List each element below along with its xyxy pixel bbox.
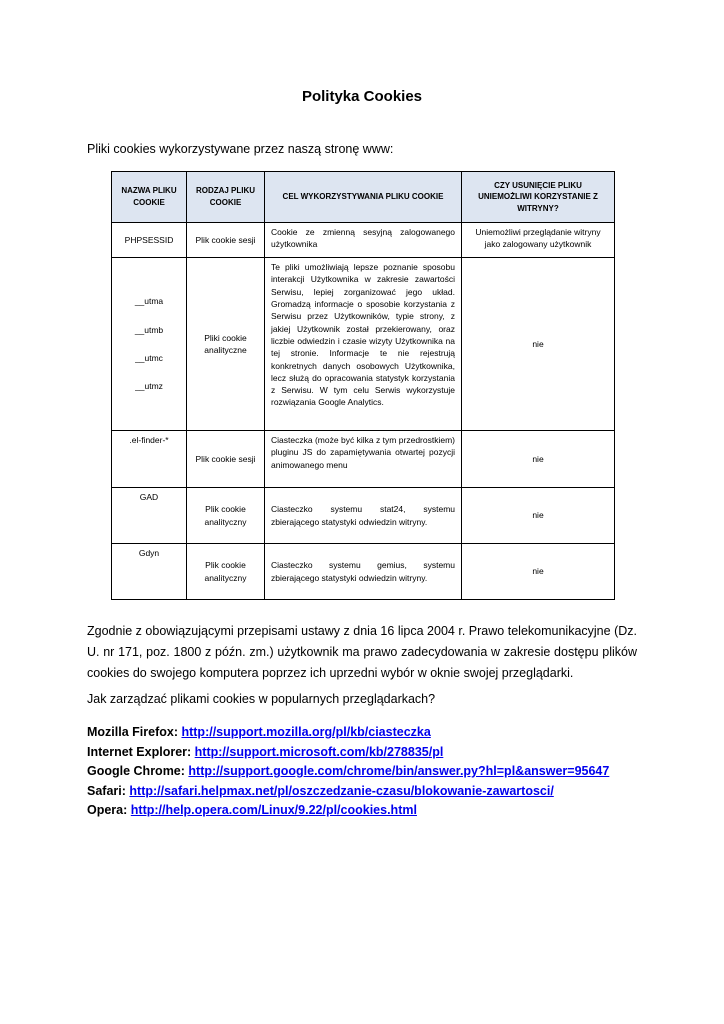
browser-links xyxy=(87,723,609,821)
browser-question: Jak zarządzać plikami cookies w popularnych przeglądarkach? xyxy=(87,692,436,706)
cookie-type: Pliki cookie analityczne xyxy=(187,258,265,431)
link-line-firefox xyxy=(87,723,609,743)
table-header-row xyxy=(112,172,615,223)
link-label: Mozilla Firefox: xyxy=(87,725,178,739)
table-row xyxy=(112,544,615,600)
cookie-purpose: Cookie ze zmienną sesyjną zalogowanego użytkownika xyxy=(265,223,462,258)
cookie-name: __utmb xyxy=(134,324,164,335)
cookie-impact: nie xyxy=(462,488,615,544)
ie-link[interactable]: http://support.microsoft.com/kb/278835/pl xyxy=(194,744,444,759)
table-row xyxy=(112,488,615,544)
cookie-type: Plik cookie analityczny xyxy=(187,544,265,600)
link-line-ie xyxy=(87,743,609,763)
cookie-name: PHPSESSID xyxy=(112,223,187,258)
link-label: Opera: xyxy=(87,803,128,817)
cookie-name: .el-finder-* xyxy=(112,431,187,488)
table-row xyxy=(112,223,615,258)
cookie-type: Plik cookie sesji xyxy=(187,223,265,258)
safari-link[interactable]: http://safari.helpmax.net/pl/oszczedzanie-czasu/blokowanie-zawartosci/ xyxy=(129,783,554,798)
cookie-type: Plik cookie analityczny xyxy=(187,488,265,544)
cookie-name-list xyxy=(112,258,187,431)
cookie-name: GAD xyxy=(112,488,187,544)
cookie-type: Plik cookie sesji xyxy=(187,431,265,488)
intro-text: Pliki cookies wykorzystywane przez naszą stronę www: xyxy=(87,142,394,156)
cookies-table xyxy=(111,171,615,600)
chrome-link[interactable]: http://support.google.com/chrome/bin/answer.py?hl=pl&answer=95647 xyxy=(188,764,610,778)
link-line-opera xyxy=(87,801,609,821)
header-cookie-name: NAZWA PLIKU COOKIE xyxy=(112,172,187,223)
cookie-name: __utmz xyxy=(135,381,163,392)
cookie-impact: Uniemożliwi przeglądanie witryny jako zalogowany użytkownik xyxy=(462,223,615,258)
table-row xyxy=(112,258,615,431)
cookie-purpose: Ciasteczko systemu gemius, systemu zbierającego statystyki odwiedzin witryny. xyxy=(265,544,462,600)
cookie-purpose: Ciasteczka (może być kilka z tym przedrostkiem) pluginu JS do zapamiętywania otwartej pozycji animowanego menu xyxy=(265,431,462,488)
header-cookie-purpose: CEL WYKORZYSTYWANIA PLIKU COOKIE xyxy=(265,172,462,223)
cookie-name: Gdyn xyxy=(112,544,187,600)
cookie-impact: nie xyxy=(462,544,615,600)
opera-link[interactable]: http://help.opera.com/Linux/9.22/pl/cookies.html xyxy=(130,803,417,817)
cookie-name: __utma xyxy=(134,296,164,307)
link-label: Google Chrome: xyxy=(87,764,185,778)
table-row xyxy=(112,431,615,488)
link-label: Internet Explorer: xyxy=(87,744,192,759)
cookie-impact: nie xyxy=(462,431,615,488)
firefox-link[interactable]: http://support.mozilla.org/pl/kb/ciasteczka xyxy=(181,725,431,739)
link-label: Safari: xyxy=(87,783,126,798)
header-cookie-impact: CZY USUNIĘCIE PLIKU UNIEMOŻLIWI KORZYSTANIE Z WITRYNY? xyxy=(462,172,615,223)
cookie-name: __utmc xyxy=(135,353,163,363)
cookie-impact: nie xyxy=(462,258,615,431)
cookie-purpose: Ciasteczko systemu stat24, systemu zbierającego statystyki odwiedzin witryny. xyxy=(265,488,462,544)
page-title: Polityka Cookies xyxy=(301,88,423,105)
link-line-chrome xyxy=(87,762,609,782)
legal-paragraph: Zgodnie z obowiązującymi przepisami ustawy z dnia 16 lipca 2004 r. Prawo telekomunikacyjne (Dz. U. nr 171, poz. 1800 z późn. zm.) użytkownik ma prawo zadecydowania w zakresie dostępu plików cookies do swojego komputera poprzez ich uprzedni wybór w oknie swojej przeglądarki. xyxy=(87,624,637,680)
link-line-safari xyxy=(87,782,609,802)
cookie-purpose: Te pliki umożliwiają lepsze poznanie sposobu interakcji Użytkownika w zakresie zawartości Serwisu, lepiej zorganizować jego układ. Gromadzą informacje o sposobie korzystania z Serwisu przez Użytkowników, typie strony, z jakiej Użytkownik został przekierowany, oraz liczbie odwiedzin i czasie wizyty Użytkownika na tej stronie. Informacje te nie rejestrują konkretnych danych osobowych Użytkownika, lecz służą do opracowania statystyk korzystania z Serwisu. W tym celu Serwis wykorzystuje rozwiązania Google Analytics. xyxy=(265,258,462,431)
header-cookie-type: RODZAJ PLIKU COOKIE xyxy=(187,172,265,223)
